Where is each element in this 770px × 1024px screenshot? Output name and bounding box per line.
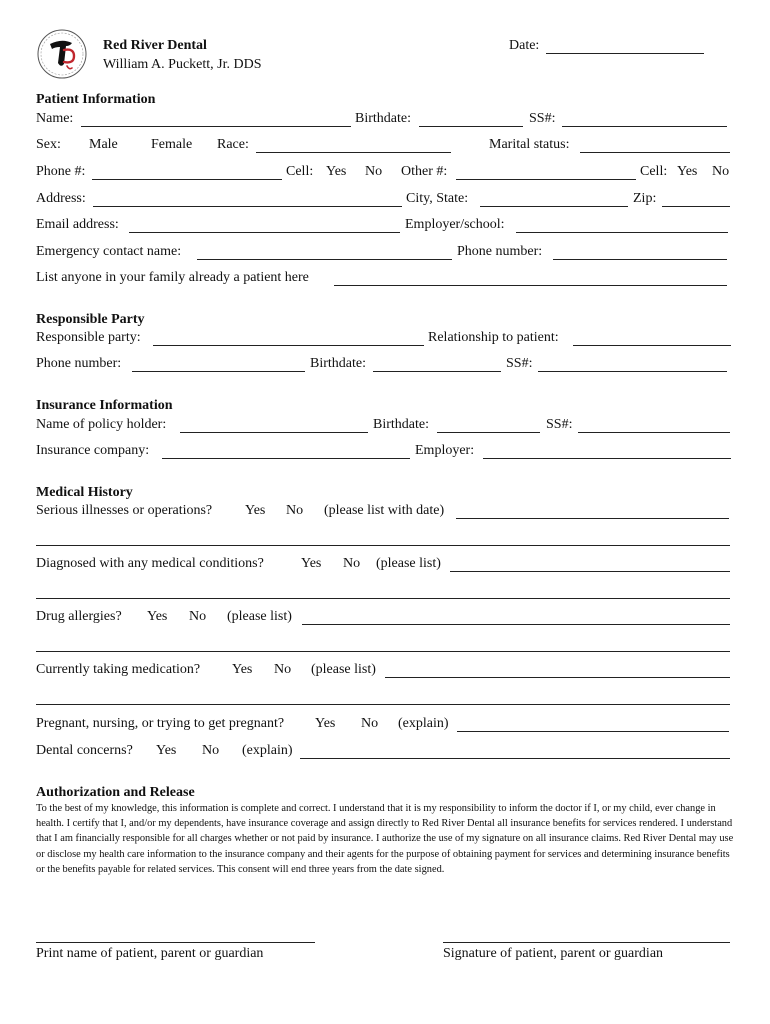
phone-label: Phone #: [36, 164, 86, 179]
emergency-phone-label: Phone number: [457, 244, 543, 259]
address-label: Address: [36, 191, 86, 206]
medication-question: Currently taking medication? [36, 662, 201, 677]
other-cell-no-option[interactable]: No [712, 164, 730, 179]
responsible-party-field[interactable] [153, 345, 424, 346]
other-phone-field[interactable] [456, 179, 636, 180]
medication-field[interactable] [385, 677, 730, 678]
address-field[interactable] [93, 206, 402, 207]
other-cell-yes-option[interactable]: Yes [677, 164, 698, 179]
medication-yes-option[interactable]: Yes [232, 662, 253, 677]
medication-hint: (please list) [311, 662, 376, 677]
holder-ss-field[interactable] [578, 432, 730, 433]
conditions-no-option[interactable]: No [343, 556, 361, 571]
patient-info-heading: Patient Information [36, 92, 156, 107]
employer-school-label: Employer/school: [405, 217, 505, 232]
insurance-employer-field[interactable] [483, 458, 731, 459]
illness-field-continued[interactable] [36, 545, 730, 546]
signature-label: Signature of patient, parent or guardian [443, 946, 664, 961]
emergency-contact-field[interactable] [197, 259, 452, 260]
responsible-ss-field[interactable] [538, 371, 727, 372]
email-field[interactable] [129, 232, 400, 233]
doctor-name: William A. Puckett, Jr. DDS [103, 57, 262, 72]
insurance-company-field[interactable] [162, 458, 410, 459]
print-name-field[interactable] [36, 942, 315, 943]
practice-name: Red River Dental [103, 38, 207, 53]
authorization-heading: Authorization and Release [36, 785, 195, 800]
ss-label: SS#: [529, 111, 556, 126]
medication-no-option[interactable]: No [274, 662, 292, 677]
city-state-label: City, State: [406, 191, 469, 206]
zip-label: Zip: [633, 191, 657, 206]
birthdate-field[interactable] [419, 126, 523, 127]
cell-no-option[interactable]: No [365, 164, 383, 179]
marital-status-label: Marital status: [489, 137, 570, 152]
pregnant-question: Pregnant, nursing, or trying to get pregnant? [36, 716, 285, 731]
marital-status-field[interactable] [580, 152, 730, 153]
name-field[interactable] [81, 126, 351, 127]
illness-yes-option[interactable]: Yes [245, 503, 266, 518]
illness-question: Serious illnesses or operations? [36, 503, 213, 518]
signature-field[interactable] [443, 942, 730, 943]
cell-label: Cell: [286, 164, 314, 179]
cell-yes-option[interactable]: Yes [326, 164, 347, 179]
authorization-text: To the best of my knowledge, this information is complete and correct. I understand that it is my responsibility to inform the doctor if I, or my child, ever change in health. I certify that I, and/or my dependents, have insurance coverage and assign directly to Red River Dental all insurance benefits for services rendered. I understand that I am financially responsible for all charges whether or not paid by insurance. I authorize the use of my signature on all insurance claims. Red River Dental may use or disclose my health care information to the insurance company and their agents for the purpose of obtaining payment for services and determining insurance benefits or the benefits payable for related services. This consent will end three years from the date signed. [36, 803, 734, 875]
other-phone-label: Other #: [401, 164, 448, 179]
holder-ss-label: SS#: [546, 417, 573, 432]
race-label: Race: [217, 137, 249, 152]
pregnant-hint: (explain) [398, 716, 449, 731]
policy-holder-field[interactable] [180, 432, 368, 433]
pregnant-field[interactable] [457, 731, 729, 732]
practice-logo [36, 28, 88, 80]
dental-concerns-field[interactable] [300, 758, 730, 759]
medical-history-heading: Medical History [36, 485, 133, 500]
dental-hint: (explain) [242, 743, 293, 758]
insurance-heading: Insurance Information [36, 398, 173, 413]
conditions-field-continued[interactable] [36, 598, 730, 599]
allergies-question: Drug allergies? [36, 609, 122, 624]
date-field[interactable] [546, 53, 704, 54]
relationship-label: Relationship to patient: [428, 330, 559, 345]
relationship-field[interactable] [573, 345, 731, 346]
insurance-company-label: Insurance company: [36, 443, 150, 458]
responsible-party-label: Responsible party: [36, 330, 141, 345]
phone-field[interactable] [92, 179, 282, 180]
date-label: Date: [509, 38, 540, 53]
dental-concerns-question: Dental concerns? [36, 743, 133, 758]
responsible-party-heading: Responsible Party [36, 312, 145, 327]
ss-field[interactable] [562, 126, 727, 127]
illness-field[interactable] [456, 518, 729, 519]
responsible-phone-field[interactable] [132, 371, 305, 372]
email-label: Email address: [36, 217, 119, 232]
pregnant-no-option[interactable]: No [361, 716, 379, 731]
holder-birthdate-field[interactable] [437, 432, 540, 433]
illness-hint: (please list with date) [324, 503, 445, 518]
allergies-yes-option[interactable]: Yes [147, 609, 168, 624]
responsible-ss-label: SS#: [506, 356, 533, 371]
sex-female-option[interactable]: Female [151, 137, 193, 152]
emergency-phone-field[interactable] [553, 259, 727, 260]
allergies-field[interactable] [302, 624, 730, 625]
conditions-hint: (please list) [376, 556, 441, 571]
sex-label: Sex: [36, 137, 61, 152]
zip-field[interactable] [662, 206, 730, 207]
family-patients-field[interactable] [334, 285, 727, 286]
insurance-employer-label: Employer: [415, 443, 475, 458]
dental-no-option[interactable]: No [202, 743, 220, 758]
responsible-birthdate-label: Birthdate: [310, 356, 366, 371]
pregnant-yes-option[interactable]: Yes [315, 716, 336, 731]
city-state-field[interactable] [480, 206, 628, 207]
holder-birthdate-label: Birthdate: [373, 417, 429, 432]
dental-yes-option[interactable]: Yes [156, 743, 177, 758]
conditions-question: Diagnosed with any medical conditions? [36, 556, 264, 571]
policy-holder-label: Name of policy holder: [36, 417, 167, 432]
sex-male-option[interactable]: Male [89, 137, 118, 152]
medication-field-continued[interactable] [36, 704, 730, 705]
allergies-no-option[interactable]: No [189, 609, 207, 624]
employer-school-field[interactable] [516, 232, 728, 233]
illness-no-option[interactable]: No [286, 503, 304, 518]
name-label: Name: [36, 111, 74, 126]
allergies-hint: (please list) [227, 609, 292, 624]
other-cell-label: Cell: [640, 164, 668, 179]
family-patients-label: List anyone in your family already a patient here [36, 270, 309, 285]
conditions-field[interactable] [450, 571, 730, 572]
conditions-yes-option[interactable]: Yes [301, 556, 322, 571]
print-name-label: Print name of patient, parent or guardian [36, 946, 264, 961]
responsible-phone-label: Phone number: [36, 356, 122, 371]
responsible-birthdate-field[interactable] [373, 371, 501, 372]
allergies-field-continued[interactable] [36, 651, 730, 652]
race-field[interactable] [256, 152, 451, 153]
birthdate-label: Birthdate: [355, 111, 411, 126]
emergency-contact-label: Emergency contact name: [36, 244, 182, 259]
